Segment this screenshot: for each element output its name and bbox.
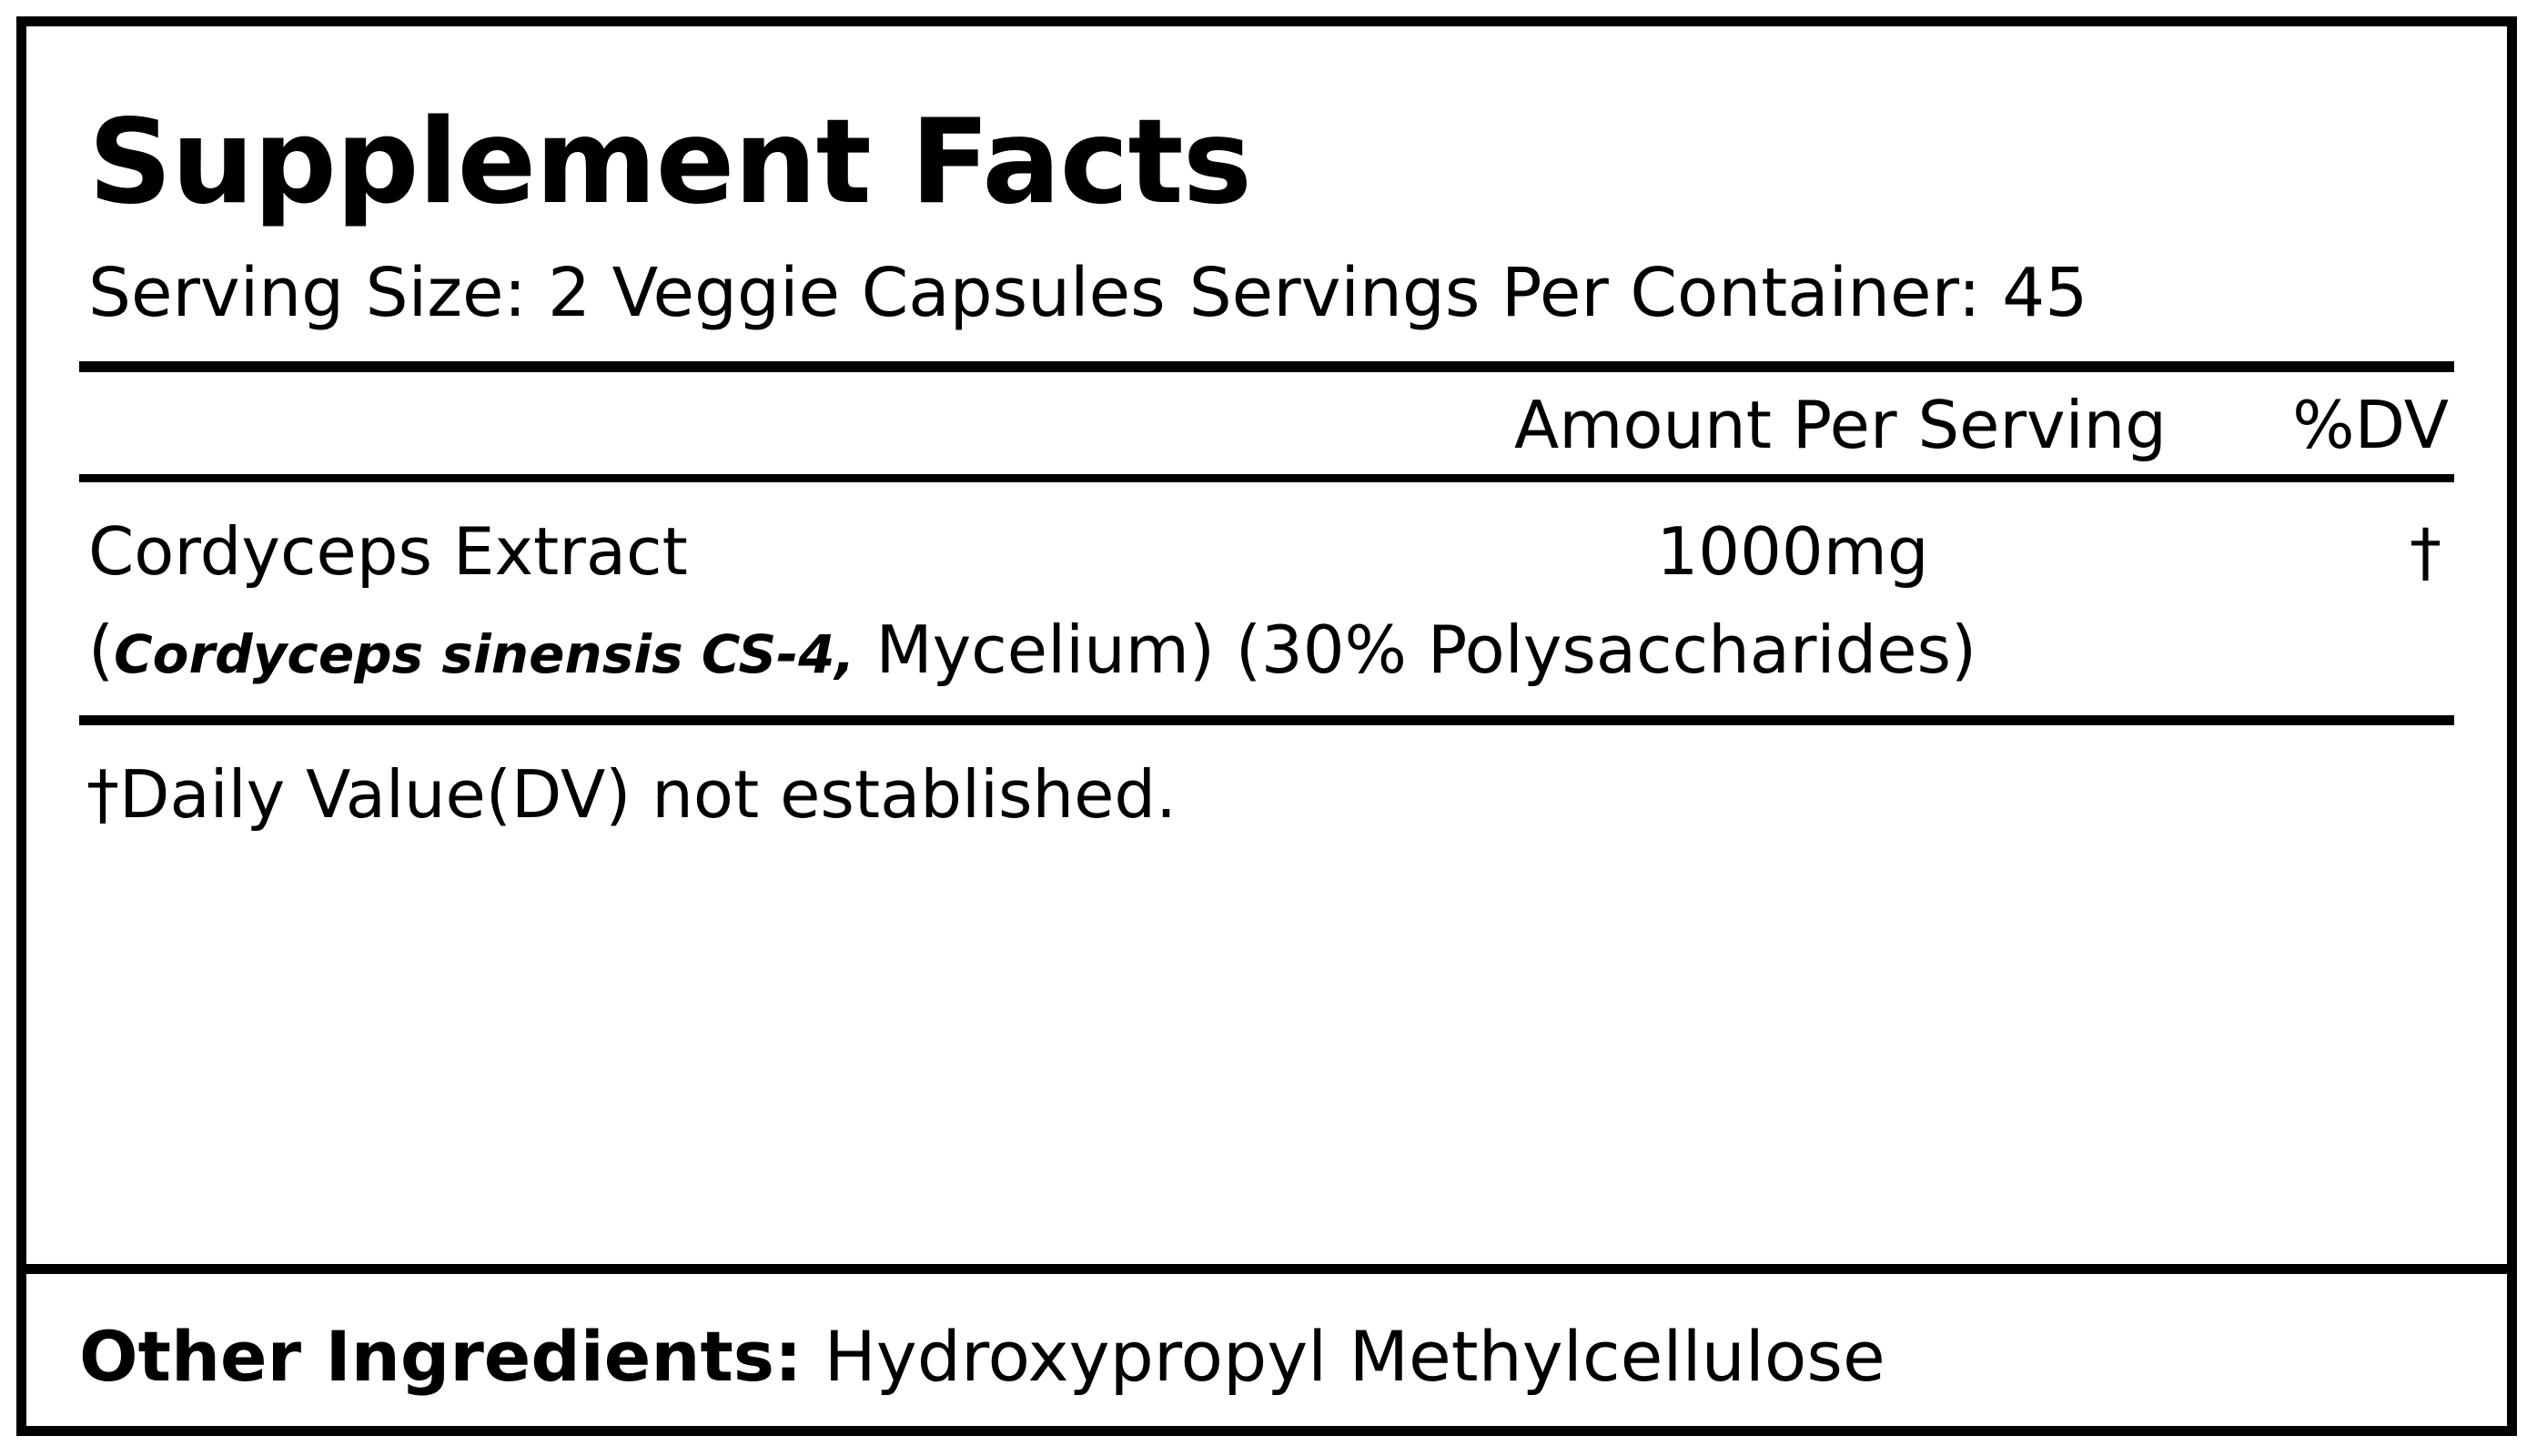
serving-info-line — [88, 254, 2454, 332]
source-rest: Mycelium) (30% Polysaccharides) — [854, 612, 1977, 688]
source-prefix: ( — [88, 612, 115, 688]
other-ingredients-label: Other Ingredients: — [79, 1316, 803, 1398]
nutrient-amount: 1000mg — [1656, 513, 1929, 590]
other-ingredients-value: Hydroxypropyl Methylcellulose — [824, 1316, 1885, 1398]
daily-value-footnote: †Daily Value(DV) not established. — [86, 756, 1177, 833]
source-latin-name: Cordyceps sinensis CS-4, — [114, 623, 855, 685]
rule-below-header — [79, 474, 2454, 482]
panel-title: Supplement Facts — [88, 95, 1251, 230]
servings-per-container: Servings Per Container: 45 — [1188, 254, 2088, 332]
rule-above-header — [79, 361, 2454, 372]
rule-above-other-ingredients — [26, 1264, 2507, 1274]
table-row — [79, 482, 2454, 590]
serving-size: Serving Size: 2 Veggie Capsules — [88, 254, 1166, 332]
nutrient-dv: † — [2410, 515, 2441, 590]
rule-below-nutrients — [79, 715, 2454, 725]
supplement-facts-panel — [16, 16, 2517, 1436]
other-ingredients-line — [79, 1316, 2454, 1398]
column-header-amount: Amount Per Serving — [1513, 387, 2167, 463]
nutrient-source-line — [88, 612, 2454, 688]
column-header-row — [79, 372, 2454, 461]
column-header-dv: %DV — [2292, 387, 2449, 463]
nutrient-name: Cordyceps Extract — [88, 513, 688, 590]
supplement-facts-inner — [26, 26, 2507, 1426]
